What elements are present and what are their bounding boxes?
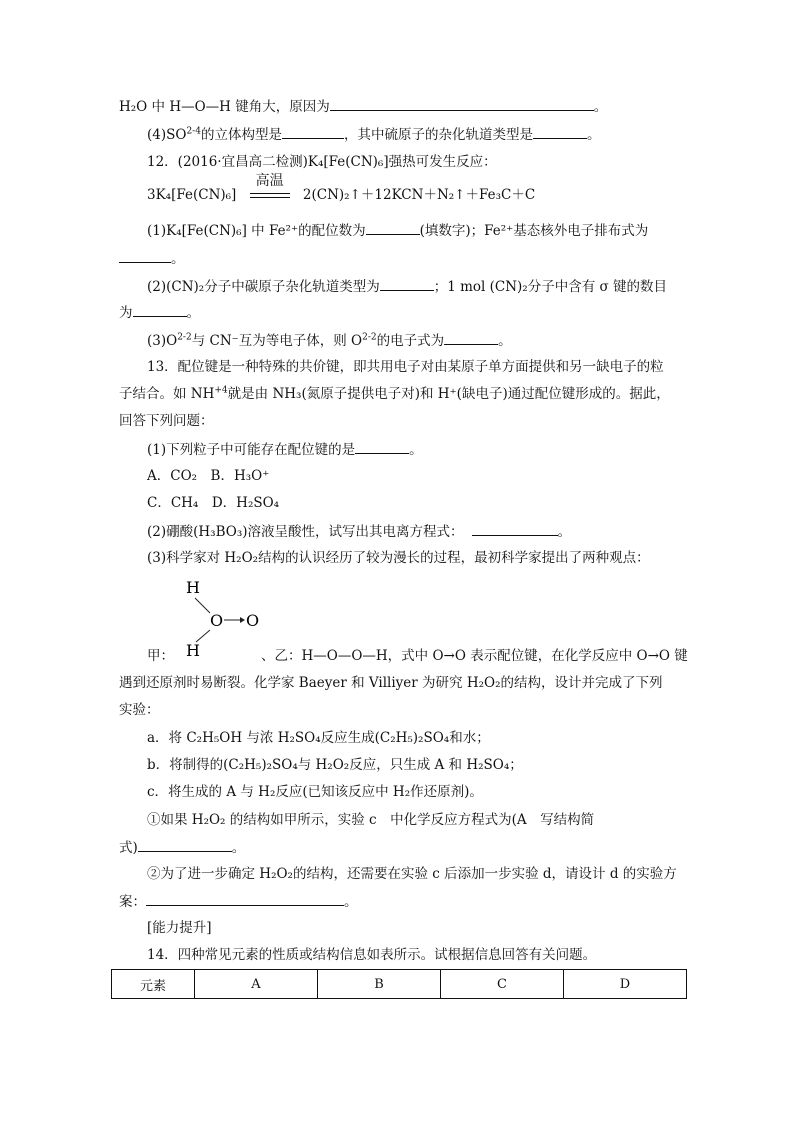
q12-text: (填数字)；Fe²⁺基态核外电子排布式为 — [419, 223, 649, 239]
ion-charge: 2-4 — [186, 126, 201, 137]
table-header-cell: B — [318, 970, 441, 999]
element-table — [111, 969, 687, 999]
punct: 。 — [498, 333, 512, 349]
q12-part2-cont — [119, 302, 200, 323]
punct: 。 — [586, 127, 601, 143]
answer-blank[interactable] — [282, 124, 344, 139]
reaction-condition — [247, 173, 293, 205]
q13-stem2 — [119, 384, 670, 404]
q11-text: ，其中硫原子的杂化轨道类型是 — [343, 127, 533, 143]
q13-text: (1)下列粒子中可能存在配位键的是 — [147, 442, 356, 458]
sub-q1-cont — [119, 837, 245, 858]
punct: 。 — [231, 840, 246, 856]
q13-text: 就是由 NH₃(氮原子提供电子对)和 H⁺(缺电子)通过配位键形成的。据此， — [227, 386, 670, 402]
q11-text: 的立体构型是 — [200, 127, 282, 143]
punct: 。 — [557, 524, 571, 540]
step-c: c．将生成的 A 与 H₂反应(已知该反应中 H₂作还原剂)。 — [147, 784, 483, 800]
answer-blank[interactable] — [444, 330, 498, 345]
step-a: a．将 C₂H₅OH 与浓 H₂SO₄反应生成(C₂H₅)₂SO₄和水； — [147, 730, 490, 746]
q13-part2 — [147, 521, 571, 542]
bond — [195, 598, 210, 613]
q11-line1 — [119, 96, 607, 117]
option-ab: A．CO₂ B．H₃O⁺ — [147, 468, 270, 484]
atom-o: O — [210, 611, 224, 630]
q12-text: 的电子式为 — [376, 333, 445, 349]
q12-text: 与 CN⁻互为等电子体，则 O — [191, 333, 363, 349]
q12-text: ；1 mol (CN)₂分子中含有 σ 键的数目 — [433, 279, 668, 295]
atom-o: O — [246, 611, 260, 630]
q13-stem3: 回答下列问题： — [119, 413, 214, 429]
punct: 。 — [593, 99, 608, 115]
q12-part1-cont — [119, 248, 185, 269]
punct: 。 — [344, 894, 358, 910]
arrowhead — [240, 617, 245, 623]
sub-q2-cont — [119, 891, 358, 912]
punct: 。 — [171, 251, 185, 267]
answer-blank[interactable] — [533, 124, 587, 139]
answer-blank[interactable] — [472, 521, 558, 536]
answer-blank[interactable] — [119, 248, 171, 263]
option-cd: C．CH₄ D．H₂SO₄ — [147, 495, 280, 511]
answer-blank[interactable] — [138, 837, 232, 852]
q12-part3 — [147, 330, 512, 351]
q13-text: (2)硼酸(H₃BO₃)溶液呈酸性，试写出其电离方程式： — [147, 524, 464, 540]
q13-text: 子结合。如 NH — [119, 386, 215, 402]
yi-text: 、乙：H—O—O—H，式中 O→O 表示配位键，在化学反应中 O→O 键 — [261, 648, 688, 664]
q12-text: (3)O — [147, 333, 178, 349]
jia-label: 甲： — [147, 648, 174, 664]
step-b: b．将制得的(C₂H₅)₂SO₄与 H₂O₂反应，只生成 A 和 H₂SO₄； — [147, 757, 523, 773]
q13-line-l2: 遇到还原剂时易断裂。化学家 Baeyer 和 Villiyer 为研究 H₂O₂的结构，设计并完成了下列 — [119, 675, 663, 691]
q12-equation — [147, 173, 536, 205]
q13-part1 — [147, 439, 423, 460]
table-header-cell: C — [441, 970, 564, 999]
q12-text: (2)(CN)₂分子中碳原子杂化轨道类型为 — [147, 279, 380, 295]
reactant: 3K₄[Fe(CN)₆] — [147, 187, 237, 203]
q13-text: 式) — [119, 840, 138, 856]
q14-stem: 14．四种常见元素的性质或结构信息如表所示。试根据信息回答有关问题。 — [147, 947, 597, 963]
q13-line-l3: 实验： — [119, 702, 160, 718]
q12-text: (1)K₄[Fe(CN)₆] 中 Fe²⁺的配位数为 — [147, 223, 366, 239]
q13-part3: (3)科学家对 H₂O₂结构的认识经历了较为漫长的过程，最初科学家提出了两种观点： — [147, 550, 650, 566]
atom-h: H — [186, 641, 200, 658]
ion-charge: +4 — [214, 385, 228, 396]
q12-part1 — [147, 220, 648, 241]
punct: 。 — [186, 305, 200, 321]
equals-sign — [250, 193, 290, 198]
answer-blank[interactable] — [133, 302, 187, 317]
answer-blank[interactable] — [330, 96, 594, 111]
q11-text: H₂O 中 H—O—H 键角大，原因为 — [119, 99, 330, 115]
table-header-cell: A — [195, 970, 318, 999]
answer-blank[interactable] — [146, 891, 344, 906]
q13-stem1: 13．配位键是一种特殊的共价键，即共用电子对由某原子单方面提供和另一缺电子的粒 — [147, 359, 664, 375]
condition-text: 高温 — [255, 173, 284, 189]
table-header-cell: D — [564, 970, 687, 999]
ion-charge: 2-2 — [362, 332, 377, 343]
q11-part4: (4)SO — [147, 127, 187, 143]
q12-stem: 12．(2016·宜昌高二检测)K₄[Fe(CN)₆]强热可发生反应： — [147, 154, 497, 170]
answer-blank[interactable] — [355, 439, 409, 454]
answer-blank[interactable] — [380, 276, 434, 291]
ion-charge: 2-2 — [177, 332, 192, 343]
section-heading: [能力提升] — [147, 920, 212, 936]
q11-line2 — [147, 124, 600, 145]
table-header-cell: 元素 — [112, 970, 195, 999]
sub-q1: ①如果 H₂O₂ 的结构如甲所示，实验 c 中化学反应方程式为(A 写结构简 — [147, 812, 595, 828]
q12-text: 为 — [119, 305, 133, 321]
sub-q2: ②为了进一步确定 H₂O₂的结构，还需要在实验 c 后添加一步实验 d，请设计 d 的实验方 — [147, 866, 677, 882]
q12-part2 — [147, 276, 667, 297]
atom-h: H — [186, 578, 200, 597]
table-header-row — [112, 970, 687, 999]
punct: 。 — [409, 442, 423, 458]
answer-blank[interactable] — [366, 220, 420, 235]
products: 2(CN)₂↑＋12KCN＋N₂↑＋Fe₃C＋C — [302, 187, 536, 203]
q13-text: 案： — [119, 894, 146, 910]
